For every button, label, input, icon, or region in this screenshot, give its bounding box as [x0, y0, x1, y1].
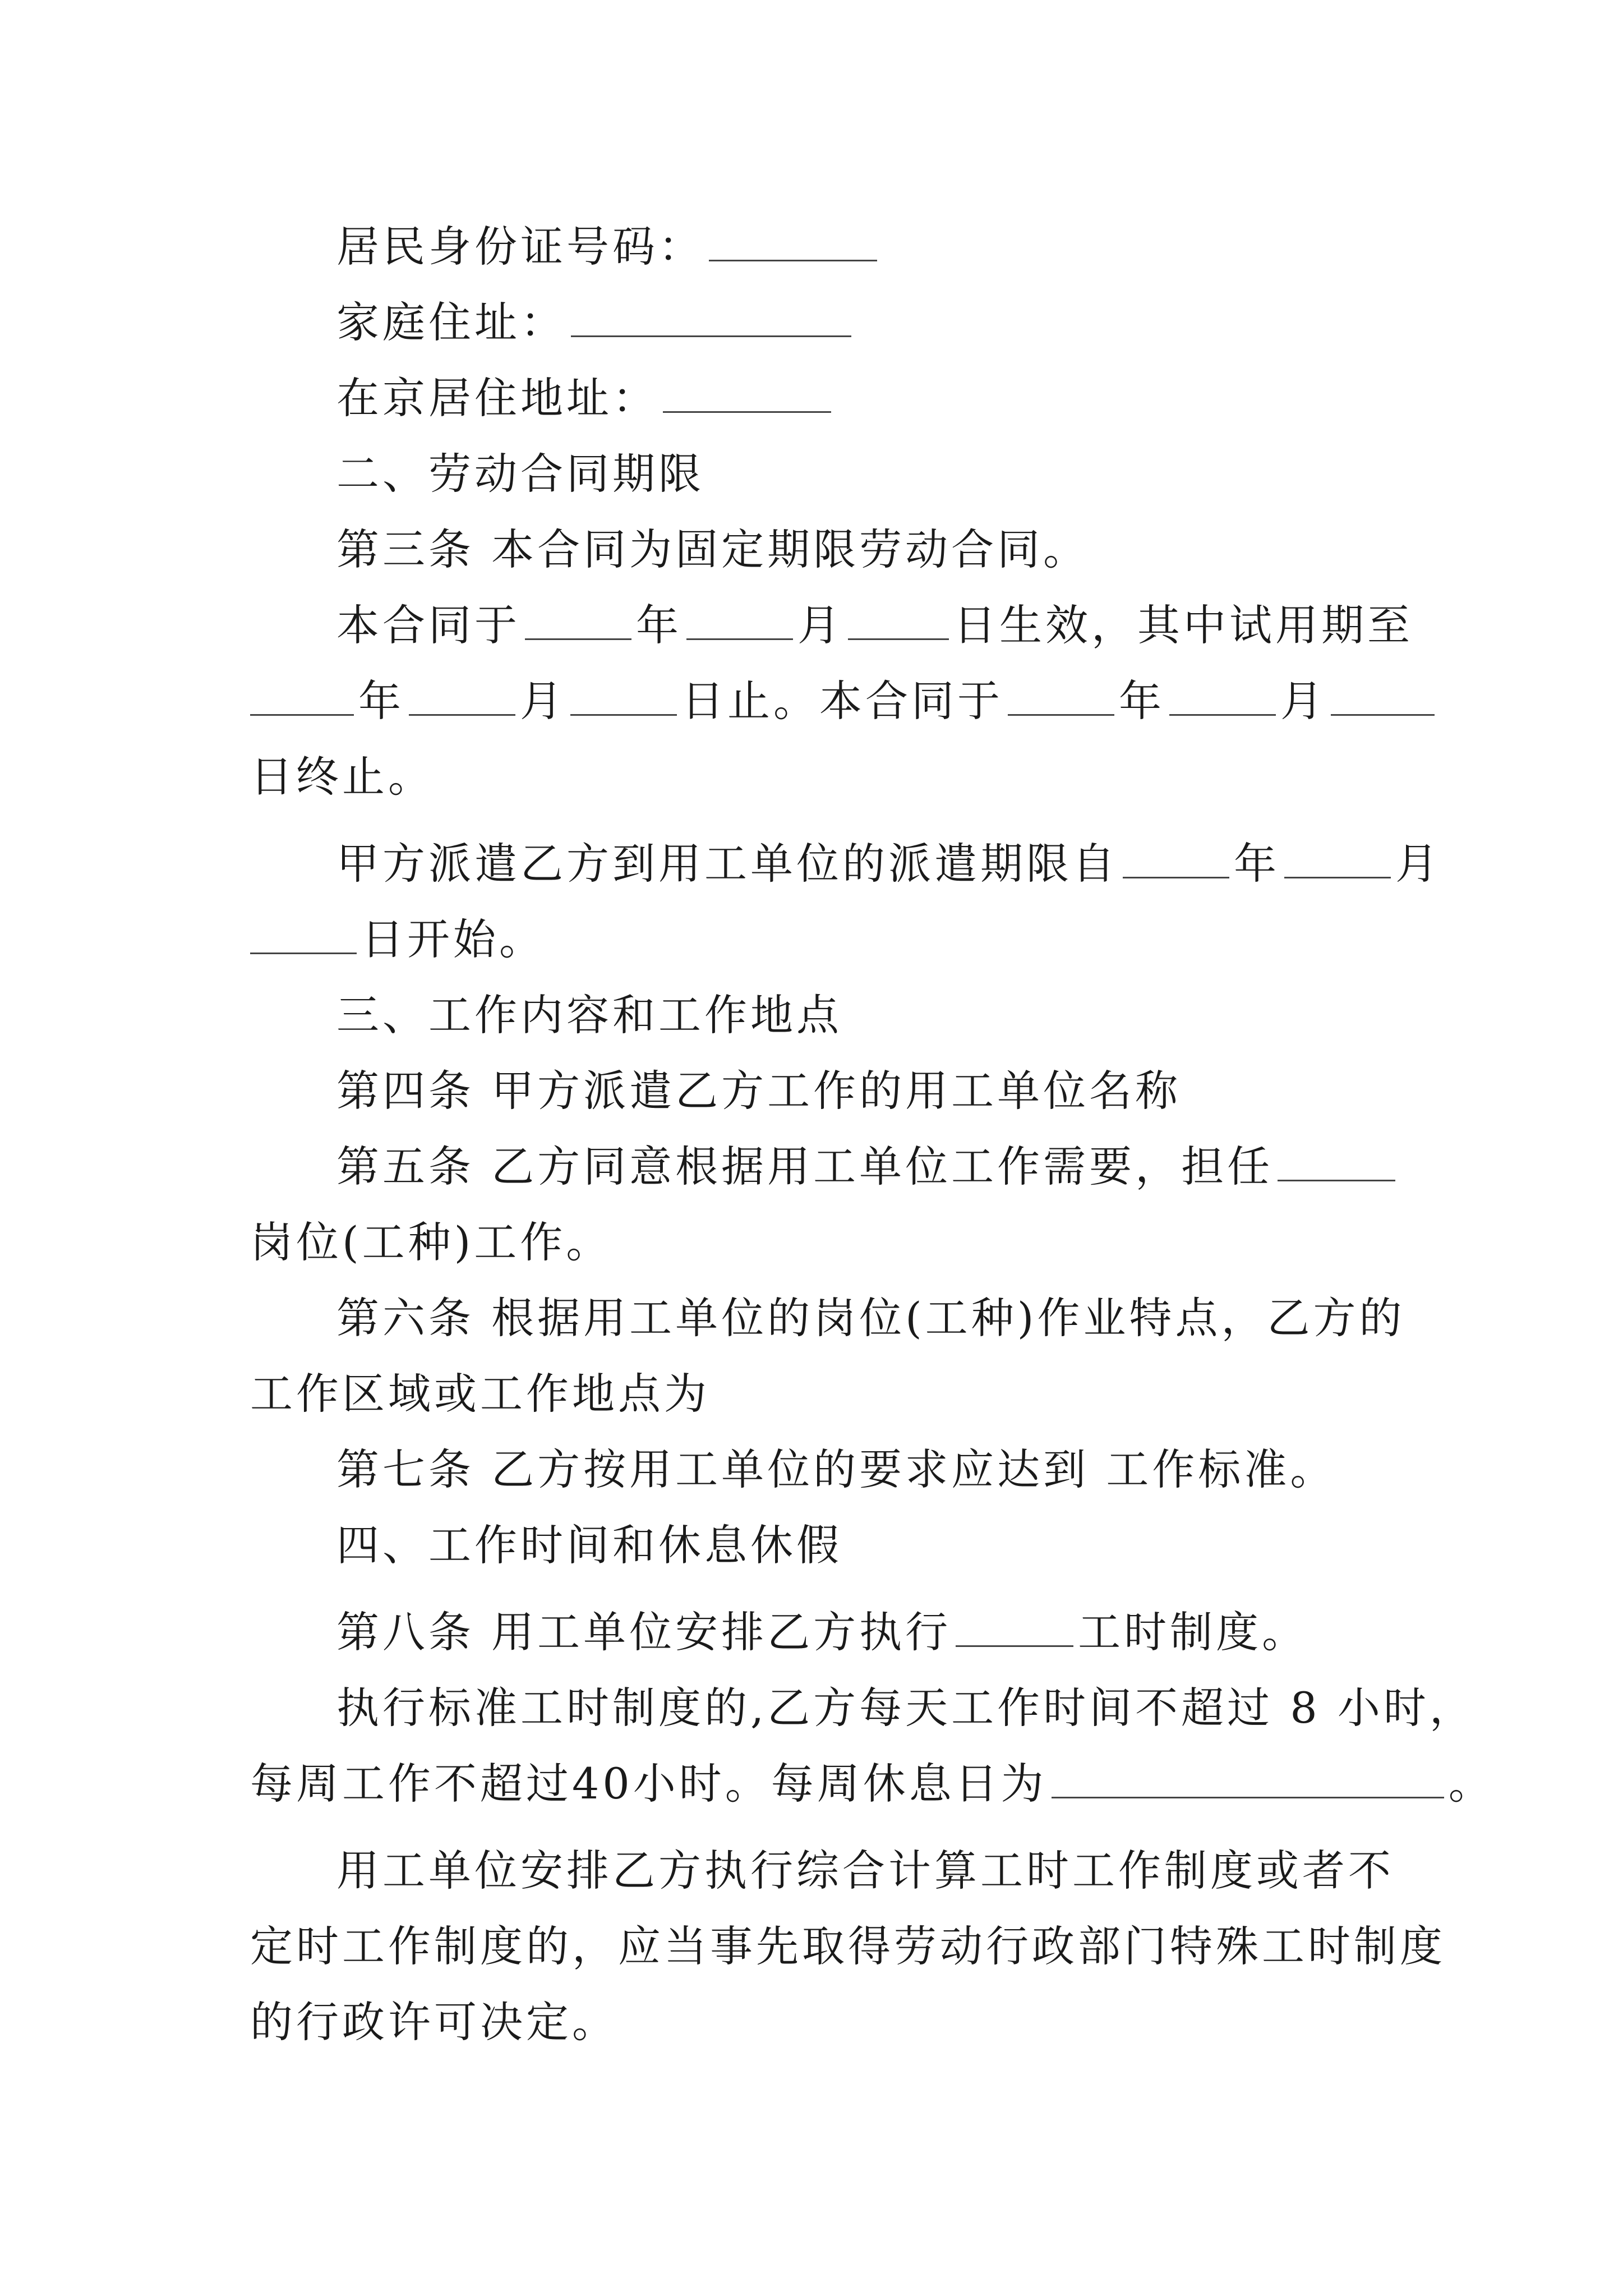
section-2-heading: 二、劳动合同期限: [336, 449, 704, 499]
article-8-text-2: 工时制度。: [1078, 1607, 1308, 1657]
article-8-line: [336, 1604, 1308, 1660]
trial-text-1: 年: [358, 676, 404, 726]
dispatch-month-blank: [1284, 838, 1391, 878]
effective-text-3: 月: [797, 600, 843, 650]
effective-text-2: 年: [636, 600, 682, 650]
effective-text-1: 本合同于: [336, 600, 520, 650]
effective-text-4: 日生效，其中试用期至: [953, 600, 1413, 650]
id-number-label: 居民身份证号码：: [336, 222, 704, 272]
home-address-line: [336, 295, 856, 351]
end-month-blank: [1169, 675, 1276, 716]
termination-line: 日终止。: [250, 752, 434, 802]
trial-text-3: 日止。本合同于: [681, 676, 1003, 726]
article-8-text-1: 第八条 用工单位安排乙方执行: [336, 1607, 952, 1657]
trial-text-2: 月: [520, 676, 566, 726]
dispatch-day-blank: [250, 913, 357, 954]
dispatch-year-blank: [1123, 838, 1229, 878]
trial-day-blank: [570, 675, 677, 716]
article-7: 第七条 乙方按用工单位的要求应达到 工作标准。: [336, 1444, 1336, 1494]
work-hours-system-blank: [956, 1606, 1073, 1647]
trial-year-blank: [250, 675, 354, 716]
comprehensive-hours-line-1: 用工单位安排乙方执行综合计算工时工作制度或者不: [336, 1846, 1394, 1895]
article-5-line-1: [336, 1139, 1400, 1195]
article-5-line-2: 岗位(工种)工作。: [250, 1217, 612, 1267]
section-4-heading: 四、工作时间和休息休假: [336, 1520, 842, 1570]
comprehensive-hours-line-2: 定时工作制度的，应当事先取得劳动行政部门特殊工时制度: [250, 1921, 1446, 1971]
home-address-label: 家庭住址：: [336, 297, 566, 347]
dispatch-text-3: 月: [1395, 839, 1441, 889]
effective-day-blank: [848, 599, 949, 640]
dispatch-text-2: 年: [1234, 839, 1280, 889]
comprehensive-hours-line-3: 的行政许可决定。: [250, 1997, 618, 2047]
trial-month-blank: [409, 675, 515, 716]
section-3-heading: 三、工作内容和工作地点: [336, 990, 842, 1040]
beijing-address-blank: [663, 372, 831, 413]
rest-day-text: 每周工作不超过40小时。每周休息日为: [250, 1759, 1047, 1809]
effective-month-blank: [686, 599, 793, 640]
home-address-blank: [571, 296, 851, 337]
article-3: 第三条 本合同为固定期限劳动合同。: [336, 524, 1090, 574]
trial-period-line: [250, 673, 1439, 729]
beijing-address-line: [336, 370, 836, 426]
dispatch-text-1: 甲方派遣乙方到用工单位的派遣期限自: [336, 839, 1118, 889]
position-blank: [1278, 1140, 1395, 1181]
end-year-blank: [1008, 675, 1114, 716]
end-day-blank: [1331, 675, 1435, 716]
article-6-line-2: 工作区域或工作地点为: [250, 1369, 710, 1419]
dispatch-text-4: 日开始。: [361, 914, 545, 964]
effective-year-blank: [525, 599, 631, 640]
dispatch-line: [336, 836, 1441, 892]
dispatch-start-line: [250, 912, 545, 968]
beijing-address-label: 在京居住地址：: [336, 373, 658, 423]
article-6-line-1: 第六条 根据用工单位的岗位(工种)作业特点，乙方的: [336, 1293, 1405, 1343]
id-number-line: [336, 219, 882, 275]
id-number-blank: [709, 220, 877, 261]
article-4: 第四条 甲方派遣乙方工作的用工单位名称: [336, 1066, 1182, 1116]
article-5-text: 第五条 乙方同意根据用工单位工作需要，担任: [336, 1142, 1274, 1191]
effective-date-line: [336, 597, 1413, 654]
rest-day-blank: [1052, 1757, 1444, 1798]
trial-text-4: 年: [1119, 676, 1165, 726]
standard-hours-line-1: 执行标准工时制度的,乙方每天工作时间不超过 8 小时，: [336, 1683, 1476, 1733]
standard-hours-line-2: [250, 1756, 1495, 1812]
rest-day-period: 。: [1448, 1759, 1495, 1809]
trial-text-5: 月: [1280, 676, 1326, 726]
